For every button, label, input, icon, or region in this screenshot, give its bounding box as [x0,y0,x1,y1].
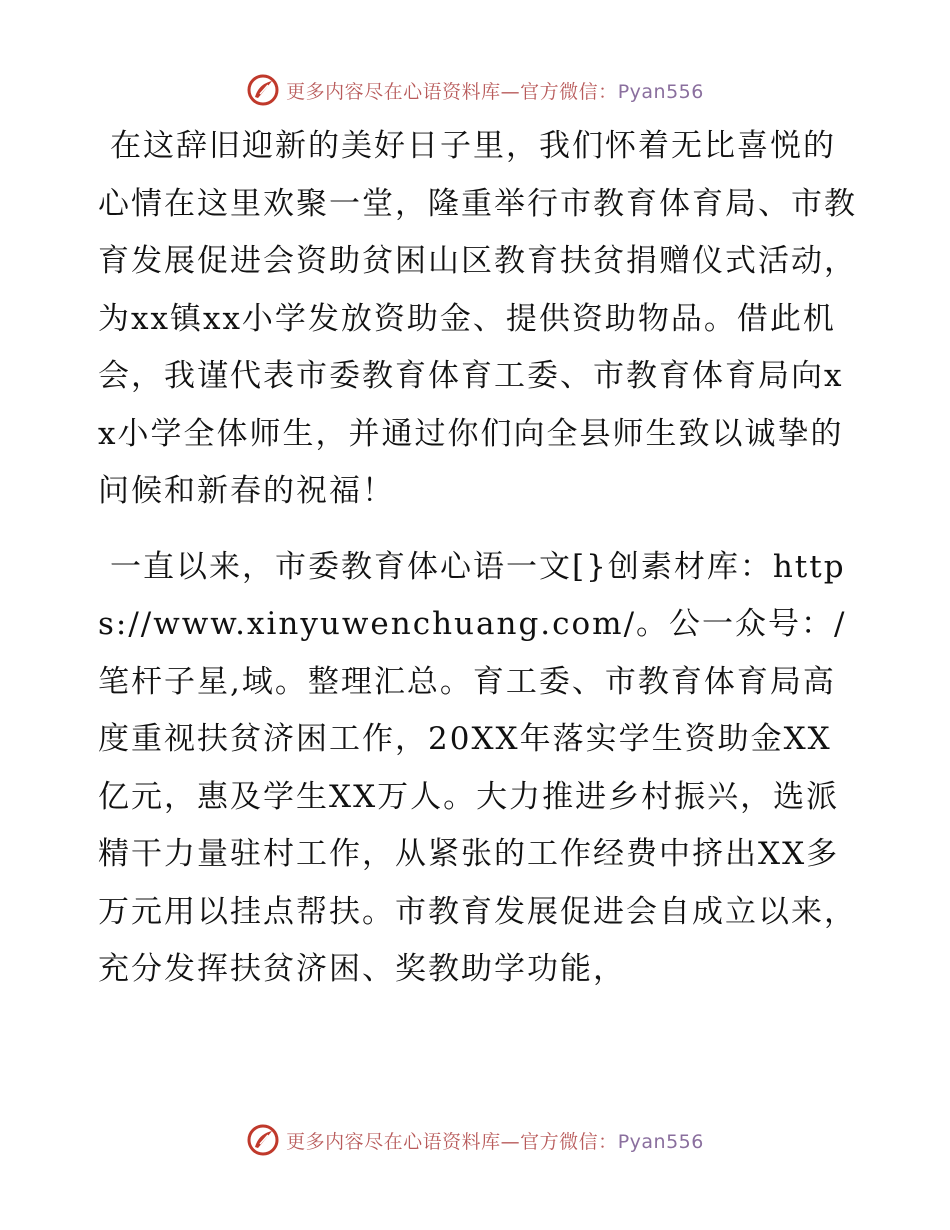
xinyu-logo-icon [246,73,280,107]
footer-banner-dash: — [500,1130,521,1153]
header-watermark [0,70,950,110]
footer-banner-main: 更多内容尽在心语资料库 [286,1130,501,1153]
header-banner-text [286,77,704,104]
header-banner-main: 更多内容尽在心语资料库 [286,80,501,103]
paragraph-2: 一直以来，市委教育体心语一文[}创素材库：https://www.xinyuwenchuang.com/。公一众号：/笔杆子星,域。整理汇总。育工委、市教育体育局高度重视扶贫济困工作，20XX年落实学生资助金XX亿元，惠及学生XX万人。大力推进乡村振兴，选派精干力量驻村工作，从紧张的工作经费中挤出XX多万元用以挂点帮扶。市教育发展促进会自成立以来，充分发挥扶贫济困、奖教助学功能， [98,548,857,987]
footer-banner-text [286,1127,704,1154]
document-body [98,118,858,999]
paragraph-1: 在这辞旧迎新的美好日子里，我们怀着无比喜悦的心情在这里欢聚一堂，隆重举行市教育体育局、市教育发展促进会资助贫困山区教育扶贫捐赠仪式活动，为xx镇xx小学发放资助金、提供资助物品。借此机会，我谨代表市委教育体育工委、市教育体育局向xx小学全体师生，并通过你们向全县师生致以诚挚的问候和新春的祝福！ [98,128,857,509]
footer-banner-id: Pyan556 [617,1130,704,1153]
header-banner-dash: — [500,80,521,103]
xinyu-logo-icon [246,1123,280,1157]
footer-watermark [0,1120,950,1160]
header-banner-wechat: 官方微信： [520,80,618,103]
footer-banner-wechat: 官方微信： [520,1130,618,1153]
header-banner-id: Pyan556 [617,80,704,103]
